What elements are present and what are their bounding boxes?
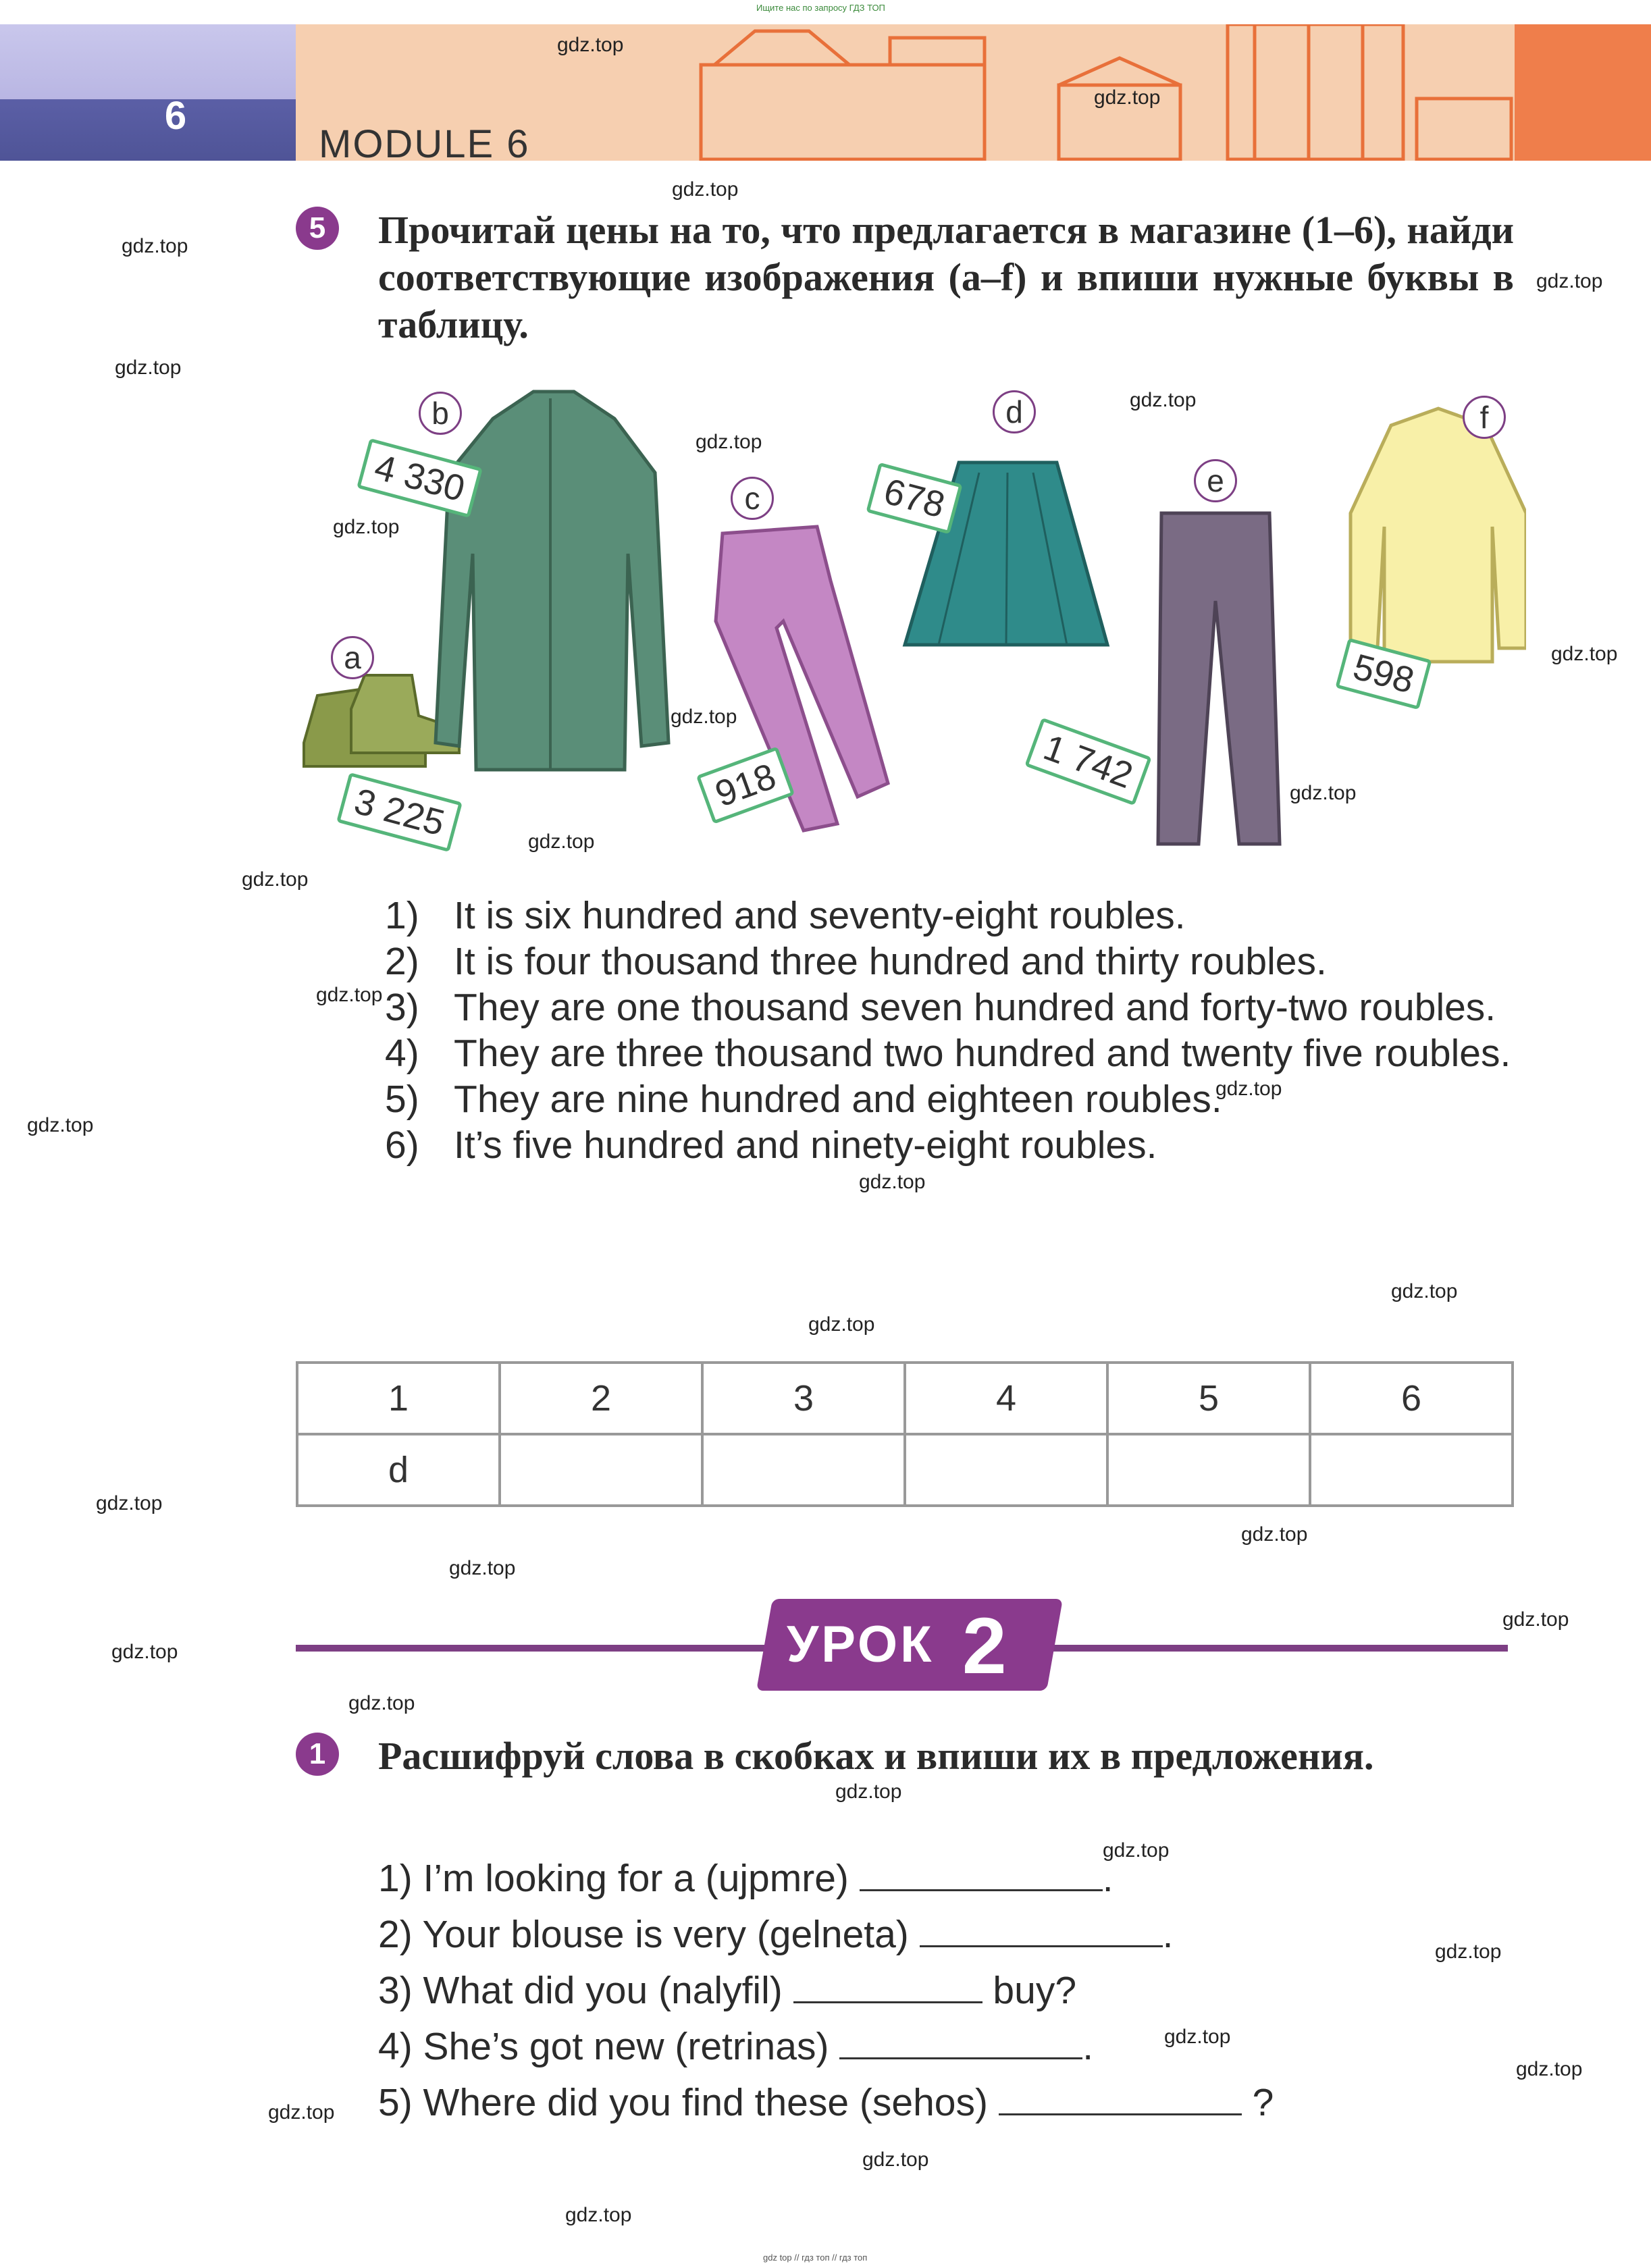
exercise-line-2 [378, 1911, 1519, 1957]
watermark: gdz.top [1241, 1523, 1308, 1546]
watermark: gdz.top [449, 1557, 516, 1579]
price-tag-a: 3 225 [336, 772, 463, 852]
exercise-line-5 [378, 2080, 1519, 2126]
table-header-cell: 6 [1310, 1363, 1513, 1434]
watermark: gdz.top [268, 2101, 335, 2124]
task-5-sentences [385, 893, 1514, 1168]
module-title: MODULE 6 [319, 122, 530, 166]
trousers-icon [1158, 513, 1280, 844]
line-number: 3) [378, 1969, 413, 2012]
watermark: gdz.top [122, 235, 188, 257]
answer-cell-5[interactable] [1107, 1434, 1310, 1506]
answer-blank-4[interactable] [839, 2051, 1082, 2059]
watermark: gdz.top [1215, 1078, 1282, 1100]
task-5-badge: 5 [296, 207, 339, 250]
line-after: ? [1241, 2081, 1274, 2124]
task-5-instruction: Прочитай цены на то, что предлагается в магазине (1–6), найди соответствующие изображения (a–f) и впиши нужные буквы в таблицу. [378, 208, 1514, 346]
answer-table [296, 1361, 1514, 1507]
answer-cell-3[interactable] [702, 1434, 905, 1506]
exercise-line-4 [378, 2024, 1519, 2069]
line-number: 2) [378, 1913, 413, 1956]
exercise-line-1 [378, 1855, 1519, 1901]
line-before: I’m looking for a (ujpmre) [423, 1857, 860, 1900]
price-tag-d: 678 [866, 463, 962, 535]
watermark: gdz.top [115, 357, 182, 379]
sentence-4 [385, 1030, 1514, 1076]
header-left-band [0, 24, 296, 161]
watermark: gdz.top [1103, 1839, 1170, 1862]
watermark: gdz.top [671, 706, 737, 728]
task-1-instruction: Расшифруй слова в скобках и впиши их в предложения. [378, 1734, 1374, 1778]
line-after: . [1102, 1857, 1113, 1900]
exercise-line-3 [378, 1968, 1519, 2013]
watermark: gdz.top [27, 1114, 94, 1136]
header-right-band [1515, 24, 1651, 161]
price-tag-e: 1 742 [1024, 718, 1152, 806]
price-tag-b: 4 330 [357, 438, 483, 518]
item-letter-c: c [731, 477, 774, 520]
watermark: gdz.top [1094, 86, 1161, 109]
table-header-cell: 2 [500, 1363, 702, 1434]
watermark: gdz.top [808, 1313, 875, 1336]
sentence-number: 5) [385, 1078, 419, 1121]
line-after: . [1082, 2025, 1094, 2068]
sentence-text: It’s five hundred and ninety-eight roubles. [454, 1124, 1157, 1167]
sentence-text: They are three thousand two hundred and twenty five roubles. [454, 1032, 1511, 1075]
sentence-number: 1) [385, 894, 419, 937]
watermark: gdz.top [835, 1781, 902, 1803]
sentence-1 [385, 893, 1514, 939]
task-1-badge: 1 [296, 1733, 339, 1776]
sentence-number: 2) [385, 940, 419, 983]
top-note: Ищите нас по запросу ГДЗ ТОП [756, 3, 885, 13]
watermark: gdz.top [672, 178, 739, 201]
task-1-lines [378, 1855, 1519, 2126]
line-number: 1) [378, 1857, 413, 1900]
watermark: gdz.top [242, 868, 309, 891]
watermark: gdz.top [333, 516, 400, 538]
sentence-number: 3) [385, 986, 419, 1029]
price-tag-f: 598 [1335, 638, 1432, 710]
sentence-5 [385, 1076, 1514, 1122]
table-header-cell: 3 [702, 1363, 905, 1434]
watermark: gdz.top [1290, 782, 1357, 804]
sentence-text: They are nine hundred and eighteen roubles. [454, 1078, 1222, 1121]
table-header-row [297, 1363, 1513, 1434]
watermark: gdz.top [696, 431, 762, 453]
answer-cell-2[interactable] [500, 1434, 702, 1506]
watermark: gdz.top [1391, 1280, 1458, 1302]
watermark: gdz.top [528, 830, 595, 853]
watermark: gdz.top [348, 1692, 415, 1714]
line-before: Your blouse is very (gelneta) [422, 1913, 920, 1956]
table-header-cell: 5 [1107, 1363, 1310, 1434]
line-before: What did you (nalyfil) [423, 1969, 793, 2012]
watermark: gdz.top [316, 984, 383, 1006]
answer-blank-1[interactable] [860, 1882, 1103, 1891]
watermark: gdz.top [1435, 1941, 1502, 1963]
answer-blank-5[interactable] [999, 2107, 1242, 2115]
line-after: . [1162, 1913, 1174, 1956]
sentence-3 [385, 984, 1514, 1030]
table-header-cell: 4 [905, 1363, 1107, 1434]
sentence-text: They are one thousand seven hundred and forty-two roubles. [454, 986, 1496, 1029]
sentence-6 [385, 1122, 1514, 1168]
watermark: gdz.top [565, 2204, 632, 2226]
answer-blank-3[interactable] [793, 1995, 982, 2003]
answer-cell-6[interactable] [1310, 1434, 1513, 1506]
bottom-note: gdz top // гдз топ // гдз топ [763, 2252, 868, 2263]
table-header-cell: 1 [297, 1363, 500, 1434]
watermark: gdz.top [1536, 270, 1603, 292]
sentence-number: 4) [385, 1032, 419, 1075]
sentence-text: It is four thousand three hundred and thirty roubles. [454, 940, 1327, 983]
price-tag-c: 918 [696, 746, 795, 824]
coat-icon [436, 392, 669, 770]
page-number: 6 [164, 94, 187, 138]
line-after: buy? [982, 1969, 1077, 2012]
blouse-icon [1351, 408, 1526, 662]
watermark: gdz.top [557, 34, 624, 56]
watermark: gdz.top [1502, 1608, 1569, 1631]
answer-blank-2[interactable] [920, 1939, 1163, 1947]
watermark: gdz.top [862, 2148, 929, 2171]
line-number: 5) [378, 2081, 413, 2124]
item-letter-b: b [419, 392, 462, 435]
answer-cell-4[interactable] [905, 1434, 1107, 1506]
watermark: gdz.top [1130, 389, 1197, 411]
watermark: gdz.top [859, 1171, 926, 1193]
sentence-2 [385, 939, 1514, 984]
item-letter-f: f [1463, 396, 1506, 439]
watermark: gdz.top [96, 1492, 163, 1514]
item-letter-e: e [1194, 459, 1237, 502]
sentence-number: 6) [385, 1124, 419, 1167]
item-letter-a: a [331, 636, 374, 679]
lesson-label: УРОК [787, 1616, 935, 1673]
line-before: She’s got new (retrinas) [423, 2025, 840, 2068]
line-number: 4) [378, 2025, 413, 2068]
sentence-text: It is six hundred and seventy-eight roubles. [454, 894, 1186, 937]
watermark: gdz.top [1516, 2058, 1583, 2080]
table-answer-row [297, 1434, 1513, 1506]
watermark: gdz.top [1164, 2026, 1231, 2048]
answer-cell-1[interactable]: d [297, 1434, 500, 1506]
line-before: Where did you find these (sehos) [423, 2081, 999, 2124]
watermark: gdz.top [111, 1641, 178, 1663]
item-letter-d: d [993, 390, 1036, 433]
watermark: gdz.top [1551, 643, 1618, 665]
lesson-number: 2 [962, 1602, 1007, 1691]
